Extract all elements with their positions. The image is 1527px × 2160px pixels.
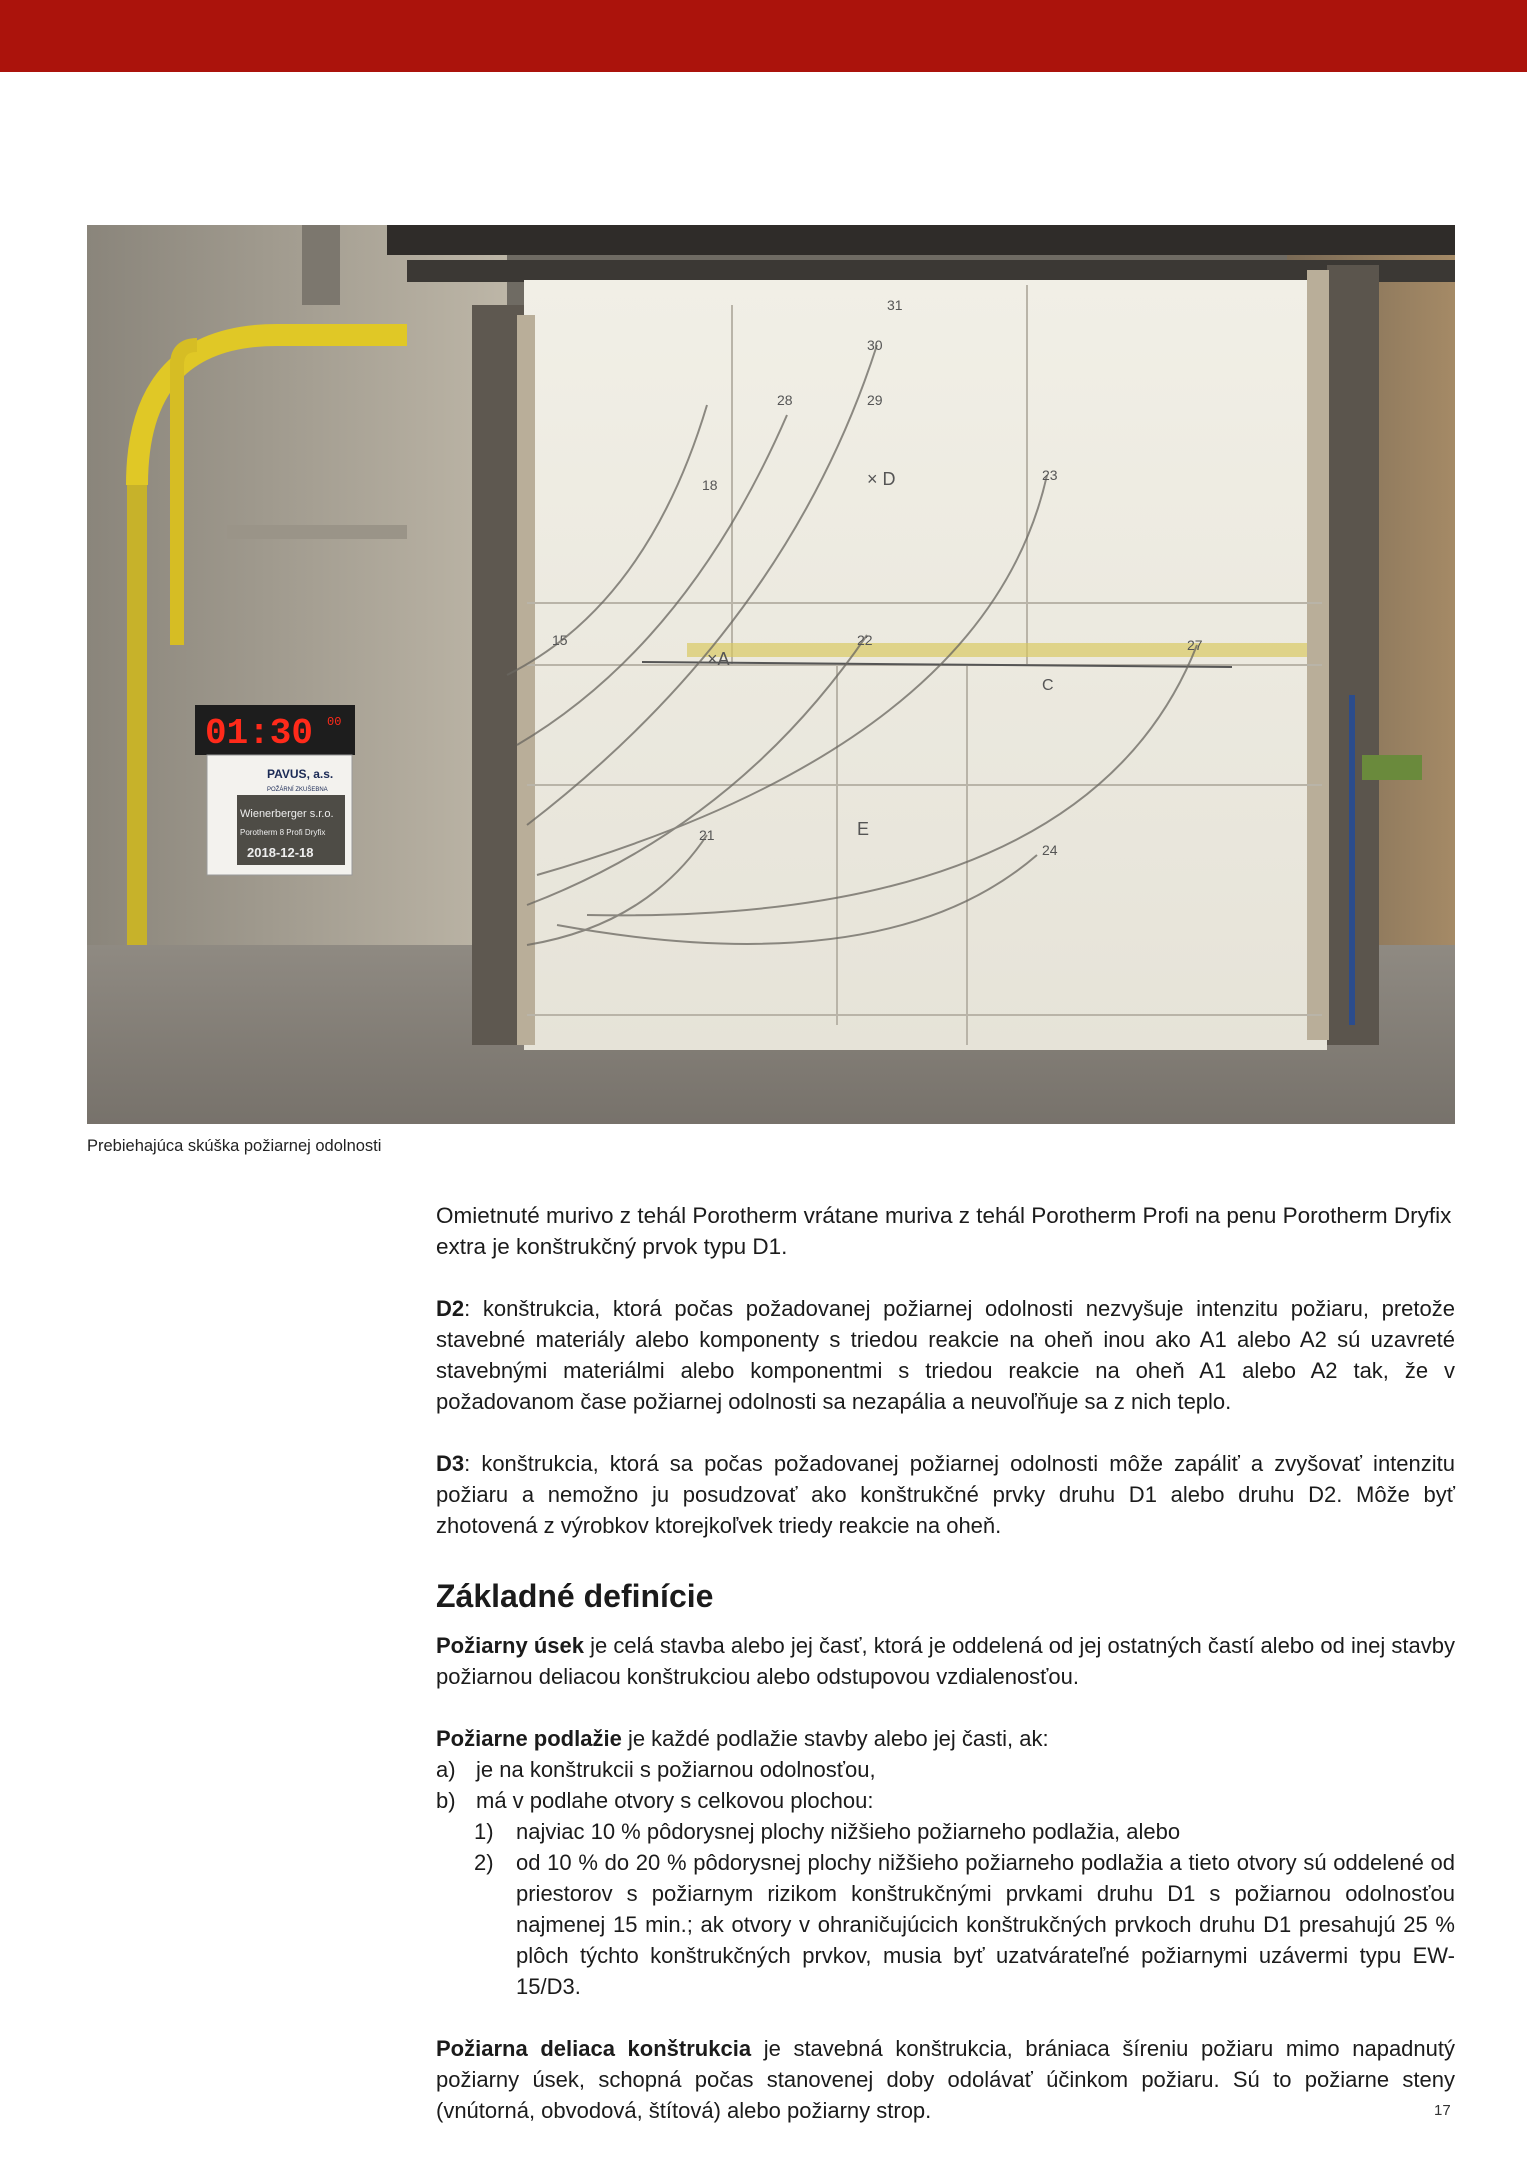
photo-sign-date: 2018-12-18 xyxy=(247,845,314,860)
svg-text:22: 22 xyxy=(857,632,873,648)
list-text: najviac 10 % pôdorysnej plochy nižšieho požiarneho podlažia, alebo xyxy=(516,1819,1181,1844)
svg-text:28: 28 xyxy=(777,392,793,408)
svg-text:21: 21 xyxy=(699,827,715,843)
d3-label: D3 xyxy=(436,1451,465,1476)
svg-text:15: 15 xyxy=(552,632,568,648)
list-marker: 2) xyxy=(474,1850,494,1875)
d2-paragraph xyxy=(436,1293,1455,1417)
photo-sign-line1: Wienerberger s.r.o. xyxy=(240,808,334,820)
list-text: od 10 % do 20 % pôdorysnej plochy nižšieho požiarneho podlažia a tieto otvory sú oddelené od priestorov s požiarnym rizikom konštrukčnými prvkami druhu D1 s požiarnou odolnosťou najmenej 15 min.; ak otvory v ohraničujúcich konštrukčných prvkoch druhu D1 presahujú 25 % plôch týchto konštrukčných prvkov, musia byť uzatvárateľné požiarnymi uzávermi typu EW-15/D3. xyxy=(516,1850,1455,1999)
section-heading: Základné definície xyxy=(436,1578,714,1614)
d2-text: : konštrukcia, ktorá počas požadovanej požiarnej odolnosti nezvyšuje intenzitu požiaru, pretože stavebné materiály alebo komponenty s triedou reakcie na oheň inou ako A1 alebo A2 sú uzavreté stavebnými materiálmi alebo komponentmi s triedou reakcie na oheň A1 alebo A2 tak, že v požadovanom čase požiarnej odolnosti sa nezapália a neuvoľňuje sa z nich teplo. xyxy=(436,1296,1455,1414)
photo-timer-seconds: 00 xyxy=(327,715,342,729)
d2-label: D2 xyxy=(436,1296,465,1321)
d3-text: : konštrukcia, ktorá sa počas požadovanej požiarnej odolnosti môže zapáliť a zvyšovať intenzitu požiaru a nemožno ju posudzovať ako konštrukčné prvky druhu D1 alebo druhu D2. Môže byť zhotovená z výrobkov ktorejkoľvek triedy reakcie na oheň. xyxy=(436,1451,1455,1538)
photo-sign-line2: Porotherm 8 Profi Dryfix xyxy=(240,828,326,837)
svg-text:24: 24 xyxy=(1042,842,1058,858)
photo-timer: 01:30 xyxy=(205,713,314,754)
fire-test-photo xyxy=(87,225,1455,1124)
top-accent-bar xyxy=(0,0,1527,72)
intro-paragraph: Omietnuté murivo z tehál Porotherm vrátane muriva z tehál Porotherm Profi na penu Porotherm Dryfix extra je konštrukčný prvok typu D1. xyxy=(436,1203,1452,1259)
svg-text:01:30 xyxy=(205,713,313,754)
sub-list-item xyxy=(436,1816,1455,1847)
sub-list-item xyxy=(436,1847,1455,2002)
list-item xyxy=(436,1754,1455,1785)
svg-text:31: 31 xyxy=(887,297,903,313)
list-marker: b) xyxy=(436,1788,456,1813)
svg-text:23: 23 xyxy=(1042,467,1058,483)
svg-text:E: E xyxy=(857,819,870,839)
svg-text:×A: ×A xyxy=(707,649,730,669)
definition-fire-floor xyxy=(436,1723,1455,1754)
def1-term: Požiarny úsek xyxy=(436,1633,584,1658)
d3-paragraph xyxy=(436,1448,1455,1541)
definition-fire-separation xyxy=(436,2033,1455,2126)
svg-text:27: 27 xyxy=(1187,637,1203,653)
svg-text:× D: × D xyxy=(867,469,896,489)
photo-caption: Prebiehajúca skúška požiarnej odolnosti xyxy=(87,1137,382,1155)
def1-text: je celá stavba alebo jej časť, ktorá je oddelená od jej ostatných častí alebo od inej stavby požiarnou deliacou konštrukciou alebo odstupovou vzdialenosťou. xyxy=(436,1633,1456,1689)
svg-text:29: 29 xyxy=(867,392,883,408)
list-marker: 1) xyxy=(474,1819,494,1844)
definition-fire-section xyxy=(436,1630,1455,1692)
svg-text:18: 18 xyxy=(702,477,718,493)
def2-text: je každé podlažie stavby alebo jej časti, ak: xyxy=(621,1726,1049,1751)
svg-text:30: 30 xyxy=(867,337,883,353)
def3-term: Požiarna deliaca konštrukcia xyxy=(436,2036,752,2061)
page-number: 17 xyxy=(1434,2102,1451,2119)
article-body xyxy=(436,1200,1455,2126)
photo-sign-sub: POŽÁRNÍ ZKUŠEBNA xyxy=(267,787,328,793)
def3-text: je stavebná konštrukcia, brániaca šíreniu požiaru mimo napadnutý požiarny úsek, schopná počas stanovenej doby odolávať účinkom požiaru. Sú to požiarne steny (vnútorná, obvodová, štítová) alebo požiarny strop. xyxy=(436,2036,1455,2123)
svg-text:C: C xyxy=(1042,677,1054,694)
list-marker: a) xyxy=(436,1757,456,1782)
list-text: je na konštrukcii s požiarnou odolnosťou, xyxy=(476,1757,876,1782)
def2-term: Požiarne podlažie xyxy=(436,1726,622,1751)
photo-sign-company: PAVUS, a.s. xyxy=(267,767,334,781)
list-text: má v podlahe otvory s celkovou plochou: xyxy=(476,1788,874,1813)
list-item xyxy=(436,1785,1455,1816)
